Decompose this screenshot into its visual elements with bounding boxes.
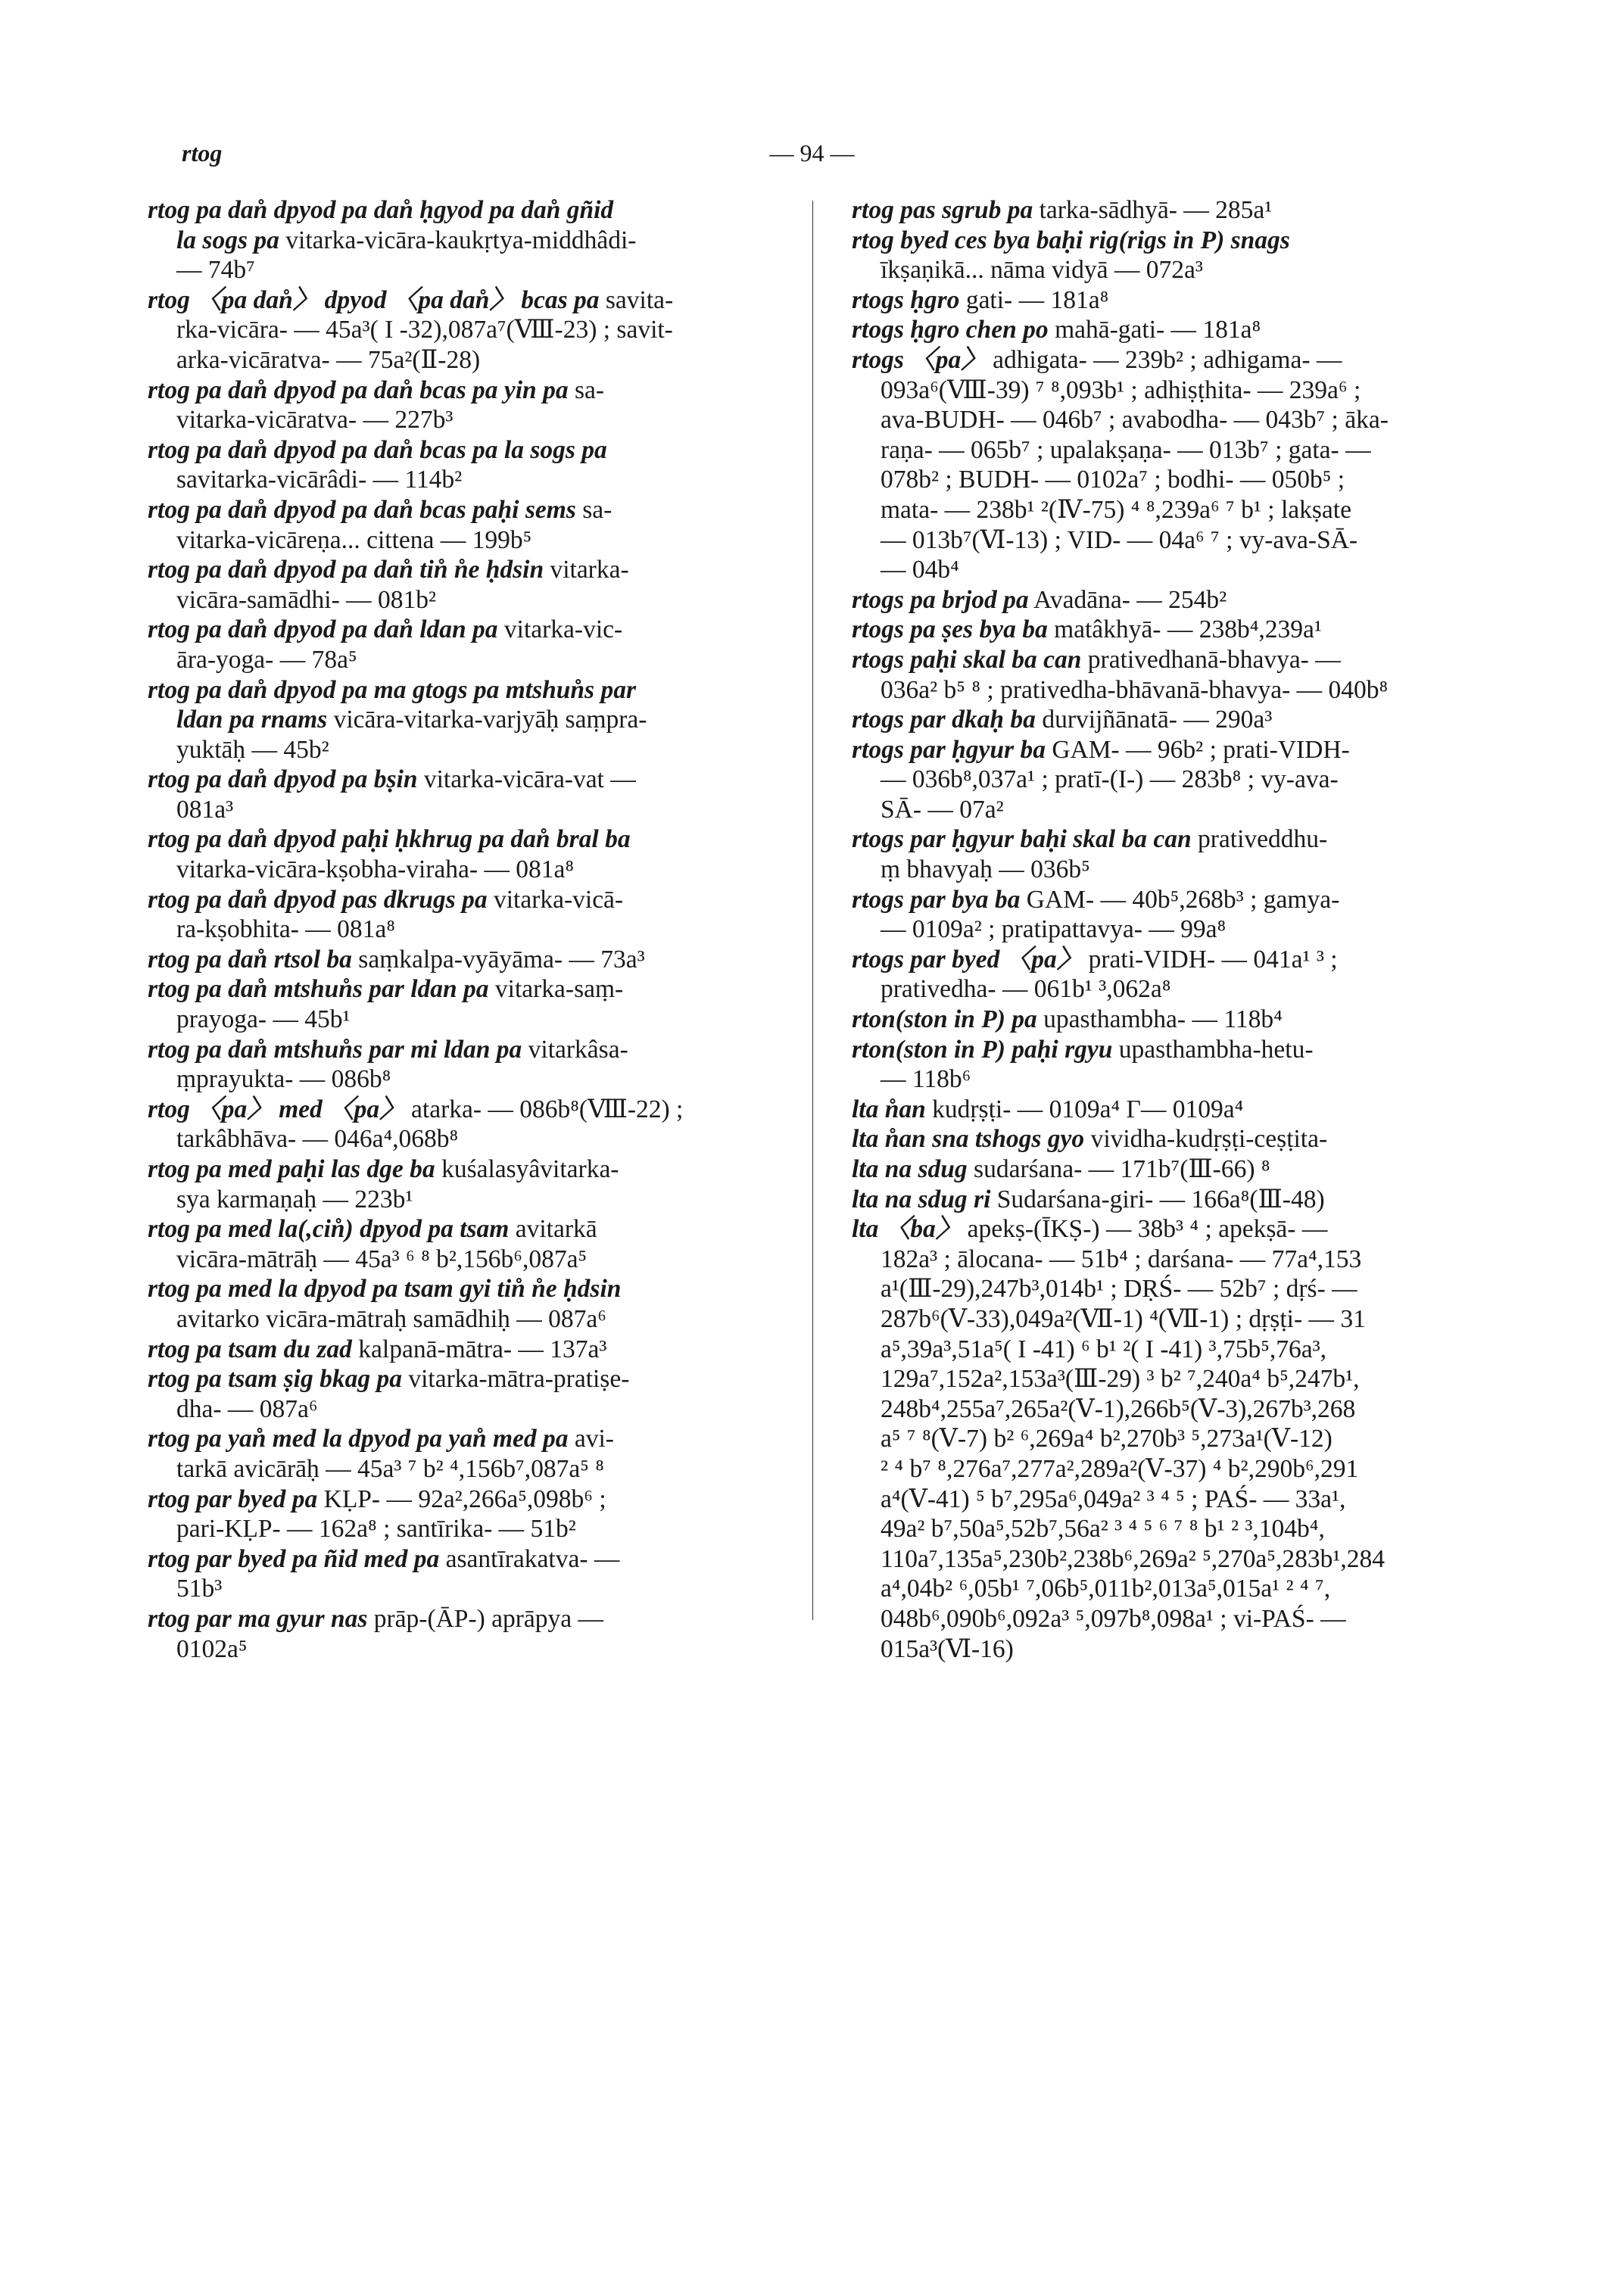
entry-definition: — 74b⁷ xyxy=(176,256,255,285)
entry-line xyxy=(852,1274,1495,1304)
entry-headword: rtog pa tsam ṣig bkag pa xyxy=(148,1365,402,1394)
entry-definition: tarkâbhāva- — 046a⁴,068b⁸ xyxy=(176,1125,459,1154)
entry-line xyxy=(852,585,1495,615)
entry-definition: prāp-(ĀP-) aprāpya — xyxy=(367,1604,604,1633)
entry-definition: — 04b⁴ xyxy=(881,556,959,584)
entry-definition: pari-KḶP- — 162a⁸ ; santīrika- — 51b² xyxy=(176,1515,576,1544)
entry-line xyxy=(148,855,791,885)
entry-definition: ṃ bhavyaḥ — 036b⁵ xyxy=(881,855,1090,884)
entry-headword: rtog pa dan̊ dpyod pa dan̊ ḥgyod pa dan̊ gñid xyxy=(148,196,614,224)
entry-line xyxy=(852,1035,1495,1065)
entry-headword: rtog pa dan̊ mtshun̊s par mi ldan pa xyxy=(148,1035,522,1064)
entry-headword: rtogs ḥgro chen po xyxy=(852,316,1049,344)
entry-line xyxy=(148,1274,791,1304)
entry-line xyxy=(852,435,1495,466)
entry-line xyxy=(852,1154,1495,1185)
entry-line xyxy=(852,1185,1495,1215)
entry-line xyxy=(148,1245,791,1275)
entry-headword: rtog pa dan̊ dpyod paḥi ḥkhrug pa dan̊ bral ba xyxy=(148,825,631,854)
entry-line xyxy=(148,1124,791,1154)
entry-headword: lta 〈ba〉 xyxy=(852,1215,962,1244)
entry-line xyxy=(852,885,1495,915)
entry-line xyxy=(852,795,1495,825)
entry-line xyxy=(852,1335,1495,1365)
entry-headword: rtogs par ḥgyur ba xyxy=(852,735,1046,764)
entry-definition: ṃprayukta- — 086b⁸ xyxy=(176,1065,391,1094)
entry-line xyxy=(148,945,791,975)
entry-definition: 0102a⁵ xyxy=(176,1634,248,1663)
entry-line xyxy=(852,525,1495,556)
entry-line xyxy=(852,195,1495,226)
entry-headword: rtogs par bya ba xyxy=(852,885,1021,914)
entry-definition: — 013b⁷(Ⅵ-13) ; VID- — 04a⁶ ⁷ ; vy-ava-SĀ- xyxy=(881,525,1358,554)
entry-headword: rtog pa dan̊ dpyod pa dan̊ bcas pa yin pa xyxy=(148,375,569,404)
entry-definition: vitarka- xyxy=(544,556,629,584)
entry-line xyxy=(148,525,791,556)
entry-line xyxy=(852,735,1495,765)
entry-line xyxy=(852,1304,1495,1335)
entry-headword: rtog pa tsam du zad xyxy=(148,1335,352,1363)
entry-line xyxy=(148,315,791,345)
entry-headword: rtog 〈pa dan̊〉 dpyod 〈pa dan̊〉 bcas pa xyxy=(148,285,600,314)
entry-definition: āra-yoga- — 78a⁵ xyxy=(176,645,357,674)
entry-line xyxy=(852,824,1495,855)
entry-headword: rtog pa dan̊ mtshun̊s par ldan pa xyxy=(148,975,489,1004)
entry-line xyxy=(852,285,1495,316)
entry-line xyxy=(852,1634,1495,1665)
entry-definition: vitarka-vicāreṇa... cittena — 199b⁵ xyxy=(176,525,532,554)
entry-definition: savita- xyxy=(599,285,674,314)
entry-definition: sya karmaṇaḥ — 223b¹ xyxy=(176,1185,413,1213)
entry-line xyxy=(852,675,1495,706)
entry-headword: rtog 〈pa〉 med 〈pa〉 xyxy=(148,1095,405,1123)
entry-definition: vitarkâsa- xyxy=(522,1035,628,1064)
entry-line xyxy=(852,914,1495,945)
entry-definition: savitarka-vicārâdi- — 114b² xyxy=(176,466,463,494)
running-head: rtog xyxy=(182,139,223,167)
entry-line xyxy=(148,1574,791,1604)
entry-definition: ra-kṣobhita- — 081a⁸ xyxy=(176,915,395,944)
entry-line xyxy=(148,1485,791,1515)
entry-headword: rtog byed ces bya baḥi rig(rigs in P) snags xyxy=(852,226,1290,254)
page-number: — 94 — xyxy=(769,139,855,167)
entry-line xyxy=(852,705,1495,735)
entry-definition: raṇa- — 065b⁷ ; upalakṣaṇa- — 013b⁷ ; gata- — xyxy=(881,435,1371,464)
entry-line xyxy=(148,375,791,406)
entry-line xyxy=(148,705,791,735)
entry-definition: GAM- — 40b⁵,268b³ ; gamya- xyxy=(1020,885,1340,914)
entry-line xyxy=(852,1544,1495,1575)
entry-line xyxy=(852,1245,1495,1275)
entry-definition: Avadāna- — 254b² xyxy=(1028,585,1227,614)
entry-line xyxy=(148,465,791,495)
entry-definition: tarkā avicārāḥ — 45a³ ⁷ b² ⁴,156b⁷,087a⁵ ⁸ xyxy=(176,1454,604,1483)
entry-headword: rtog pa dan̊ dpyod pa dan̊ bcas paḥi sems xyxy=(148,495,576,524)
entry-line xyxy=(852,1364,1495,1394)
entry-line xyxy=(852,1485,1495,1515)
entry-line xyxy=(148,735,791,765)
entry-line xyxy=(148,1214,791,1245)
entry-definition: prayoga- — 45b¹ xyxy=(176,1005,351,1034)
entry-definition: vitarka-vicāra-kṣobha-viraha- — 081a⁸ xyxy=(176,855,575,884)
entry-line xyxy=(148,795,791,825)
entry-definition: durvijñānatā- — 290a³ xyxy=(1035,706,1273,734)
entry-definition: ava-BUDH- — 046b⁷ ; avabodha- — 043b⁷ ; āka- xyxy=(881,406,1389,435)
entry-definition: kalpanā-mātra- — 137a³ xyxy=(351,1335,607,1363)
entry-line xyxy=(148,345,791,375)
entry-line xyxy=(852,1514,1495,1544)
entry-line xyxy=(148,255,791,285)
entry-line xyxy=(148,645,791,675)
entry-line xyxy=(148,405,791,435)
entry-line xyxy=(148,555,791,585)
entry-definition: īkṣaṇikā... nāma vidyā — 072a³ xyxy=(881,256,1203,285)
entry-definition: a⁵,39a³,51a⁵( I -41) ⁶ b¹ ²( I -41) ³,75b⁵,76a³, xyxy=(881,1335,1327,1363)
entry-headword: rtogs paḥi skal ba can xyxy=(852,645,1082,674)
entry-line xyxy=(852,465,1495,495)
entry-definition: 093a⁶(Ⅷ-39) ⁷ ⁸,093b¹ ; adhiṣṭhita- — 239a⁶ ; xyxy=(881,375,1361,404)
entry-headword: rtogs 〈pa〉 xyxy=(852,345,987,374)
entry-line xyxy=(148,615,791,645)
entry-line xyxy=(148,1304,791,1335)
entry-line xyxy=(148,765,791,795)
entry-definition: avitarkā xyxy=(509,1215,597,1244)
entry-definition: vitarka-mātra-pratiṣe- xyxy=(401,1365,630,1394)
entry-definition: tarka-sādhyā- — 285a¹ xyxy=(1033,196,1273,224)
entry-line xyxy=(852,1394,1495,1425)
entry-definition: vividha-kudṛṣṭi-ceṣṭita- xyxy=(1084,1125,1328,1154)
entry-line xyxy=(852,1424,1495,1454)
entry-headword: ldan pa rnams xyxy=(176,706,328,734)
right-column xyxy=(852,195,1495,1664)
entry-line xyxy=(852,855,1495,885)
entry-definition: KḶP- — 92a²,266a⁵,098b⁶ ; xyxy=(317,1485,606,1513)
entry-headword: rton(ston in P) pa xyxy=(852,1005,1037,1034)
entry-line xyxy=(852,1124,1495,1154)
entry-line xyxy=(148,195,791,226)
entry-line xyxy=(148,1634,791,1665)
left-column xyxy=(148,195,791,1664)
entry-definition: a⁵ ⁷ ⁸(Ⅴ-7) b² ⁶,269a⁴ b²,270b³ ⁵,273a¹(Ⅴ-12) xyxy=(881,1425,1333,1453)
entry-headword: la sogs pa xyxy=(176,226,279,254)
entry-definition: prativeddhu- xyxy=(1191,825,1328,854)
entry-definition: 036a² b⁵ ⁸ ; prativedha-bhāvanā-bhavya- — 040b⁸ xyxy=(881,675,1389,704)
entry-headword: rtog pa dan̊ dpyod pa ma gtogs pa mtshun̊s par xyxy=(148,675,636,704)
entry-definition: apekṣ-(ĪKṢ-) — 38b³ ⁴ ; apekṣā- — xyxy=(961,1215,1328,1244)
entry-line xyxy=(852,974,1495,1005)
column-divider xyxy=(812,201,813,1620)
entry-definition: avitarko vicāra-mātraḥ samādhiḥ — 087a⁶ xyxy=(176,1304,606,1333)
entry-definition: vitarka-saṃ- xyxy=(488,975,624,1004)
entry-definition: 081a³ xyxy=(176,795,234,824)
entry-definition: Sudarśana-giri- — 166a⁸(Ⅲ-48) xyxy=(990,1185,1325,1213)
entry-line xyxy=(148,585,791,615)
entry-definition: 248b⁴,255a⁷,265a²(Ⅴ-1),266b⁵(Ⅴ-3),267b³,268 xyxy=(881,1394,1356,1423)
entry-definition: prativedhanā-bhavya- — xyxy=(1081,645,1341,674)
entry-line xyxy=(852,315,1495,345)
entry-definition: 51b³ xyxy=(176,1575,223,1603)
entry-definition: a⁴,04b² ⁶,05b¹ ⁷,06b⁵,011b²,013a⁵,015a¹ ² ⁴ ⁷, xyxy=(881,1575,1331,1603)
entry-headword: rtog par byed pa ñid med pa xyxy=(148,1544,440,1573)
entry-definition: vitarka-vic- xyxy=(497,615,623,644)
entry-line xyxy=(852,1005,1495,1035)
entry-line xyxy=(148,824,791,855)
entry-line xyxy=(148,914,791,945)
entry-headword: rtogs par ḥgyur baḥi skal ba can xyxy=(852,825,1192,854)
entry-line xyxy=(852,255,1495,285)
entry-definition: prati-VIDH- — 041a¹ ³ ; xyxy=(1082,945,1338,974)
entry-definition: kudṛṣṭi- — 0109a⁴ Γ— 0109a⁴ xyxy=(925,1095,1244,1123)
entry-definition: upasthambha-hetu- xyxy=(1112,1035,1314,1064)
entry-definition: — 036b⁸,037a¹ ; pratī-(I-) — 283b⁸ ; vy-ava- xyxy=(881,765,1339,794)
entry-definition: dha- — 087a⁶ xyxy=(176,1394,318,1423)
entry-definition: sudarśana- — 171b⁷(Ⅲ-66) ⁸ xyxy=(967,1155,1270,1183)
entry-line xyxy=(148,675,791,706)
entry-definition: 110a⁷,135a⁵,230b²,238b⁶,269a² ⁵,270a⁵,283b¹,284 xyxy=(881,1544,1386,1573)
entry-line xyxy=(148,974,791,1005)
entry-line xyxy=(852,1214,1495,1245)
entry-definition: kuśalasyâvitarka- xyxy=(435,1155,619,1183)
entry-definition: sa- xyxy=(568,375,605,404)
entry-line xyxy=(852,345,1495,375)
entry-definition: vitarka-vicā- xyxy=(487,885,624,914)
entry-line xyxy=(852,765,1495,795)
entry-headword: rtogs pa brjod pa xyxy=(852,585,1029,614)
entry-definition: a¹(Ⅲ-29),247b³,014b¹ ; DṚŚ- — 52b⁷ ; dṛś- — xyxy=(881,1275,1357,1304)
entry-definition: — 0109a² ; pratipattavya- — 99a⁸ xyxy=(881,915,1227,944)
entry-line xyxy=(148,1604,791,1634)
entry-line xyxy=(852,405,1495,435)
entry-definition: rka-vicāra- — 45a³( I -32),087a⁷(Ⅷ-23) ; savit- xyxy=(176,316,673,344)
entry-line xyxy=(852,555,1495,585)
entry-headword: rtog pa yan̊ med la dpyod pa yan̊ med pa xyxy=(148,1425,569,1453)
entry-headword: rtog pa dan̊ dpyod pas dkrugs pa xyxy=(148,885,488,914)
entry-definition: 129a⁷,152a²,153a³(Ⅲ-29) ³ b² ⁷,240a⁴ b⁵,247b¹, xyxy=(881,1365,1360,1394)
entry-definition: a⁴(Ⅴ-41) ⁵ b⁷,295a⁶,049a² ³ ⁴ ⁵ ; PAŚ- — 33a¹, xyxy=(881,1485,1346,1513)
entry-definition: avi- xyxy=(568,1425,614,1453)
entry-definition: GAM- — 96b² ; prati-VIDH- xyxy=(1045,735,1350,764)
entry-line xyxy=(148,1544,791,1575)
entry-line xyxy=(148,1005,791,1035)
entry-definition: atarka- — 086b⁸(Ⅷ-22) ; xyxy=(404,1095,684,1123)
entry-line xyxy=(852,645,1495,675)
entry-line xyxy=(852,1064,1495,1095)
entry-headword: rtogs par dkaḥ ba xyxy=(852,706,1036,734)
entry-definition: 182a³ ; ālocana- — 51b⁴ ; darśana- — 77a⁴,153 xyxy=(881,1245,1362,1273)
entry-definition: vicāra-samādhi- — 081b² xyxy=(176,585,437,614)
entry-line xyxy=(852,615,1495,645)
entry-definition: 015a³(Ⅵ-16) xyxy=(881,1634,1014,1663)
entry-headword: rtog pas sgrub pa xyxy=(852,196,1033,224)
entry-headword: lta na sdug xyxy=(852,1155,968,1183)
entry-line xyxy=(852,226,1495,256)
entry-line xyxy=(148,1394,791,1425)
entry-line xyxy=(148,1154,791,1185)
entry-definition: matâkhyā- — 238b⁴,239a¹ xyxy=(1047,615,1322,644)
entry-headword: rtog pa dan̊ dpyod pa dan̊ tin̊ n̊e ḥdsin xyxy=(148,556,544,584)
entry-definition: vitarka-vicāra-kaukṛtya-middhâdi- xyxy=(279,226,637,254)
entry-definition: 048b⁶,090b⁶,092a³ ⁵,097b⁸,098a¹ ; vi-PAŚ- — xyxy=(881,1604,1346,1633)
entry-line xyxy=(148,1095,791,1125)
entry-headword: rtogs pa ṣes bya ba xyxy=(852,615,1048,644)
entry-definition: mata- — 238b¹ ²(Ⅳ-75) ⁴ ⁸,239a⁶ ⁷ b¹ ; lakṣate xyxy=(881,495,1351,524)
entry-headword: rtog par ma gyur nas xyxy=(148,1604,368,1633)
entry-definition: arka-vicāratva- — 75a²(Ⅱ-28) xyxy=(176,345,481,374)
entry-line xyxy=(148,885,791,915)
entry-line xyxy=(148,435,791,466)
entry-line xyxy=(852,495,1495,525)
entry-line xyxy=(148,1064,791,1095)
entry-headword: rtog pa med la(,cin̊) dpyod pa tsam xyxy=(148,1215,510,1244)
entry-line xyxy=(852,1604,1495,1634)
entry-definition: yuktāḥ — 45b² xyxy=(176,735,329,764)
entry-headword: rton(ston in P) paḥi rgyu xyxy=(852,1035,1113,1064)
entry-line xyxy=(852,375,1495,406)
entry-headword: lta na sdug ri xyxy=(852,1185,991,1213)
entry-definition: 078b² ; BUDH- — 0102a⁷ ; bodhi- — 050b⁵ ; xyxy=(881,466,1345,494)
entry-definition: saṃkalpa-vyāyāma- — 73a³ xyxy=(351,945,645,974)
entry-headword: rtogs par byed 〈pa〉 xyxy=(852,945,1083,974)
entry-headword: rtogs ḥgro xyxy=(852,285,960,314)
entry-definition: ² ⁴ b⁷ ⁸,276a⁷,277a²,289a²(Ⅴ-37) ⁴ b²,290b⁶,291 xyxy=(881,1454,1359,1483)
entry-definition: prativedha- — 061b¹ ³,062a⁸ xyxy=(881,975,1171,1004)
entry-line xyxy=(852,1095,1495,1125)
entry-line xyxy=(148,1454,791,1485)
entry-line xyxy=(148,495,791,525)
entry-definition: SĀ- — 07a² xyxy=(881,795,1004,824)
entry-headword: rtog par byed pa xyxy=(148,1485,318,1513)
entry-headword: rtog pa med la dpyod pa tsam gyi tin̊ n̊e ḥdsin xyxy=(148,1275,622,1304)
entry-definition: 49a² b⁷,50a⁵,52b⁷,56a² ³ ⁴ ⁵ ⁶ ⁷ ⁸ b¹ ² ³,104b⁴, xyxy=(881,1515,1325,1544)
entry-definition: mahā-gati- — 181a⁸ xyxy=(1048,316,1261,344)
entry-line xyxy=(148,1364,791,1394)
entry-line xyxy=(148,1514,791,1544)
entry-definition: gati- — 181a⁸ xyxy=(959,285,1109,314)
entry-headword: rtog pa dan̊ dpyod pa dan̊ bcas pa la sogs pa xyxy=(148,435,607,464)
entry-line xyxy=(148,1035,791,1065)
entry-line xyxy=(852,1574,1495,1604)
entry-headword: rtog pa dan̊ rtsol ba xyxy=(148,945,352,974)
entry-headword: rtog pa dan̊ dpyod pa bṣin xyxy=(148,765,418,794)
entry-definition: — 118b⁶ xyxy=(881,1065,971,1094)
entry-headword: lta n̊an sna tshogs gyo xyxy=(852,1125,1085,1154)
entry-line xyxy=(852,1454,1495,1485)
entry-definition: upasthambha- — 118b⁴ xyxy=(1036,1005,1283,1034)
entry-definition: vitarka-vicāra-vat — xyxy=(417,765,636,794)
entry-headword: rtog pa dan̊ dpyod pa dan̊ ldan pa xyxy=(148,615,498,644)
entry-definition: 287b⁶(Ⅴ-33),049a²(Ⅶ-1) ⁴(Ⅶ-1) ; dṛṣṭi- — 31 xyxy=(881,1304,1366,1333)
entry-line xyxy=(148,1424,791,1454)
entry-headword: lta n̊an xyxy=(852,1095,926,1123)
entry-definition: vitarka-vicāratva- — 227b³ xyxy=(176,406,454,435)
entry-line xyxy=(148,1185,791,1215)
entry-line xyxy=(148,1335,791,1365)
entry-line xyxy=(148,285,791,316)
entry-line xyxy=(148,226,791,256)
entry-definition: asantīrakatva- — xyxy=(439,1544,620,1573)
entry-definition: adhigata- — 239b² ; adhigama- — xyxy=(986,345,1342,374)
entry-line xyxy=(852,945,1495,975)
entry-definition: sa- xyxy=(575,495,613,524)
entry-definition: vicāra-vitarka-varjyāḥ saṃpra- xyxy=(327,706,647,734)
entry-definition: vicāra-mātrāḥ — 45a³ ⁶ ⁸ b²,156b⁶,087a⁵ xyxy=(176,1245,588,1273)
entry-headword: rtog pa med paḥi las dge ba xyxy=(148,1155,435,1183)
